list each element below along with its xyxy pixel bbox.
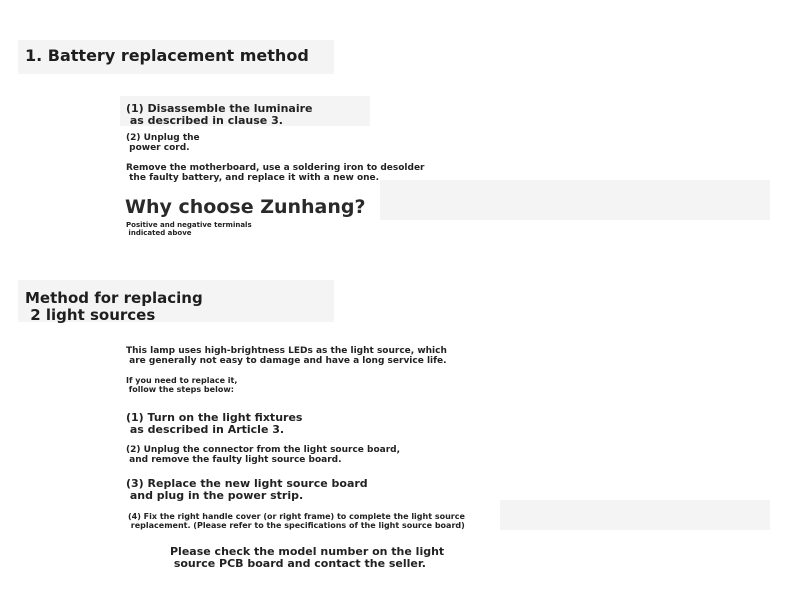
why-choose-heading: Why choose Zunhang? bbox=[125, 196, 366, 218]
terminals-note: Positive and negative terminals indicated above bbox=[126, 221, 252, 237]
light-step-2: (2) Unplug the connector from the light source board, and remove the faulty light source board. bbox=[126, 445, 401, 465]
battery-step-3: Remove the motherboard, use a soldering iron to desolder the faulty battery, and replace it with a new one. bbox=[126, 163, 425, 183]
contact-seller-note: Please check the model number on the light source PCB board and contact the seller. bbox=[170, 545, 445, 571]
light-step-3: (3) Replace the new light source board and plug in the power strip. bbox=[126, 477, 368, 503]
light-source-section-title: Method for replacing 2 light sources bbox=[25, 289, 203, 324]
light-step-4: (4) Fix the right handle cover (or right frame) to complete the light source replacement. (Please refer to the specifications of the light source board) bbox=[128, 512, 465, 530]
light-step-1: (1) Turn on the light fixtures as described in Article 3. bbox=[126, 411, 303, 437]
light-intro: This lamp uses high-brightness LEDs as the light source, which are generally not easy to damage and have a long service life. bbox=[126, 346, 447, 366]
battery-section-title: 1. Battery replacement method bbox=[25, 46, 309, 65]
light-if-need: If you need to replace it, follow the steps below: bbox=[126, 376, 238, 394]
battery-step-2: (2) Unplug the power cord. bbox=[126, 133, 200, 153]
ghost-band bbox=[500, 500, 770, 530]
battery-step-1: (1) Disassemble the luminaire as described in clause 3. bbox=[126, 102, 313, 128]
ghost-band bbox=[380, 180, 770, 220]
